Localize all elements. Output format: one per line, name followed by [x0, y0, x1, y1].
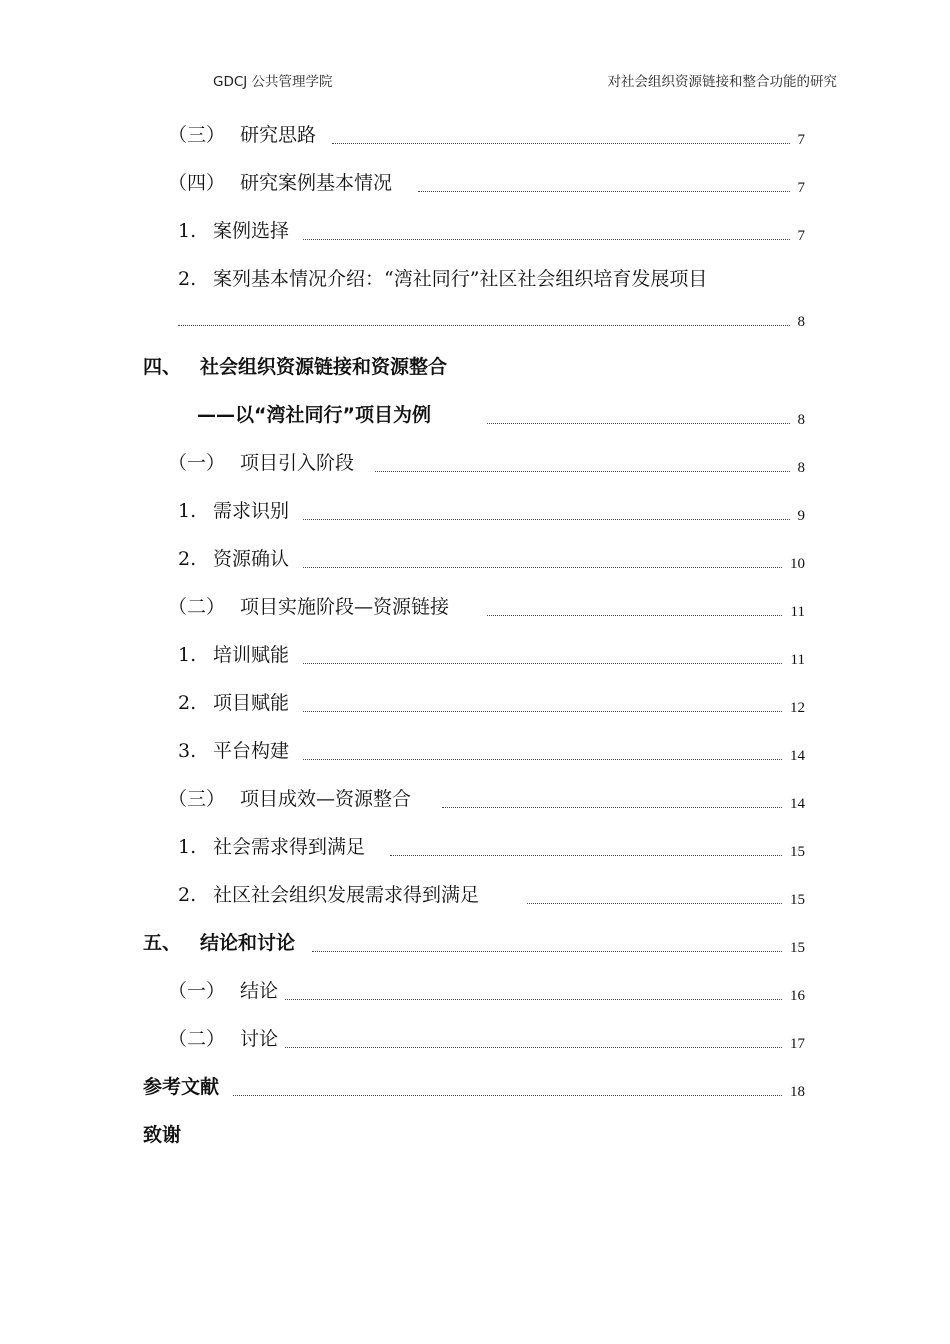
dot-leader: [233, 1095, 782, 1096]
toc-page-number: 8: [797, 412, 805, 428]
dot-leader: [303, 239, 790, 240]
toc-title: 社区社会组织发展需求得到满足: [213, 884, 480, 906]
toc-number: 2.: [178, 548, 197, 570]
toc-entry[interactable]: [0, 1074, 950, 1104]
toc-number: （四）: [168, 172, 226, 194]
toc-entry[interactable]: [0, 546, 950, 576]
toc-entry[interactable]: [0, 122, 950, 152]
dot-leader: [527, 903, 782, 904]
toc-title: 案列基本情况介绍：“湾社同行”社区社会组织培育发展项目: [213, 268, 708, 290]
toc-entry[interactable]: [0, 786, 950, 816]
dot-leader: [303, 759, 782, 760]
toc-entry[interactable]: [0, 738, 950, 768]
toc-entry[interactable]: [0, 170, 950, 200]
toc-entry[interactable]: [0, 930, 950, 960]
toc-entry[interactable]: [0, 978, 950, 1008]
toc-entry[interactable]: [0, 218, 950, 248]
toc-number: 1.: [178, 644, 197, 666]
toc-page-number: 9: [797, 508, 805, 524]
toc-number: （二）: [168, 1028, 226, 1050]
toc-page-number: 7: [797, 132, 805, 148]
toc-number: 五、: [143, 932, 182, 954]
toc-title: 结论和讨论: [200, 932, 296, 954]
dot-leader: [418, 191, 790, 192]
toc-entry[interactable]: [0, 642, 950, 672]
toc-page-number: 16: [790, 988, 805, 1004]
toc-page-number: 15: [790, 940, 805, 956]
toc-page-number: 10: [790, 556, 805, 572]
toc-title: 致谢: [143, 1124, 182, 1146]
toc-entry[interactable]: [0, 450, 950, 480]
toc-entry[interactable]: [0, 1026, 950, 1056]
toc-number: （二）: [168, 596, 226, 618]
toc-title: 项目引入阶段: [240, 452, 355, 474]
toc-number: 1.: [178, 836, 197, 858]
toc-page-number: 8: [797, 460, 805, 476]
toc-entry-continuation[interactable]: [0, 304, 950, 334]
toc-page-number: 15: [790, 892, 805, 908]
toc-title: 讨论: [240, 1028, 279, 1050]
toc-title: 项目成效—资源整合: [240, 788, 412, 810]
toc-title: 项目赋能: [213, 692, 290, 714]
toc-title: 资源确认: [213, 548, 290, 570]
toc-number: 2.: [178, 692, 197, 714]
toc-number: 1.: [178, 220, 197, 242]
dot-leader: [442, 807, 782, 808]
dot-leader: [390, 855, 782, 856]
toc-entry[interactable]: [0, 882, 950, 912]
toc-page-number: 15: [790, 844, 805, 860]
toc-page-number: 18: [790, 1084, 805, 1100]
toc-entry[interactable]: [0, 834, 950, 864]
toc-title: 需求识别: [213, 500, 290, 522]
toc-number: 2.: [178, 884, 197, 906]
toc-entry[interactable]: [0, 1122, 950, 1152]
header-right: 对社会组织资源链接和整合功能的研究: [607, 74, 837, 90]
toc-title: 社会需求得到满足: [213, 836, 366, 858]
toc-page-number: 17: [790, 1036, 805, 1052]
toc-number: 四、: [143, 356, 182, 378]
toc-number: （一）: [168, 452, 226, 474]
toc-number: 2.: [178, 268, 197, 290]
toc-page-number: 7: [797, 180, 805, 196]
dot-leader: [312, 951, 782, 952]
toc-number: 1.: [178, 500, 197, 522]
toc-page-number: 11: [790, 652, 805, 668]
toc-page-number: 14: [790, 748, 805, 764]
toc-entry[interactable]: [0, 402, 950, 432]
toc-title: 平台构建: [213, 740, 290, 762]
toc-page-number: 14: [790, 796, 805, 812]
dot-leader: [303, 567, 782, 568]
dot-leader: [332, 143, 790, 144]
toc-title: 研究案例基本情况: [240, 172, 393, 194]
dot-leader: [285, 1047, 782, 1048]
toc-number: （三）: [168, 788, 226, 810]
dot-leader: [487, 423, 790, 424]
dot-leader: [303, 711, 782, 712]
toc-title: 项目实施阶段—资源链接: [240, 596, 450, 618]
toc-number: （一）: [168, 980, 226, 1002]
toc-number: 3.: [178, 740, 197, 762]
toc-number: （三）: [168, 124, 226, 146]
toc-page-number: 12: [790, 700, 805, 716]
toc-title: 培训赋能: [213, 644, 290, 666]
header-left: GDCJ 公共管理学院: [213, 74, 333, 90]
toc-entry[interactable]: [0, 354, 950, 384]
dot-leader: [178, 325, 790, 326]
toc-page-number: 7: [797, 228, 805, 244]
toc-entry[interactable]: [0, 594, 950, 624]
toc-page-number: 8: [797, 314, 805, 330]
toc-entry[interactable]: [0, 266, 950, 296]
toc-title: 结论: [240, 980, 279, 1002]
toc-page-number: 11: [790, 604, 805, 620]
toc-title: 案例选择: [213, 220, 290, 242]
dot-leader: [487, 615, 782, 616]
dot-leader: [303, 663, 782, 664]
toc-title: 参考文献: [143, 1076, 220, 1098]
toc-title: 研究思路: [240, 124, 317, 146]
dot-leader: [303, 519, 790, 520]
toc-entry[interactable]: [0, 690, 950, 720]
toc-title: 社会组织资源链接和资源整合: [200, 356, 448, 378]
toc-title: ——以“湾社同行”项目为例: [197, 404, 431, 426]
dot-leader: [375, 471, 790, 472]
toc-entry[interactable]: [0, 498, 950, 528]
dot-leader: [285, 999, 782, 1000]
